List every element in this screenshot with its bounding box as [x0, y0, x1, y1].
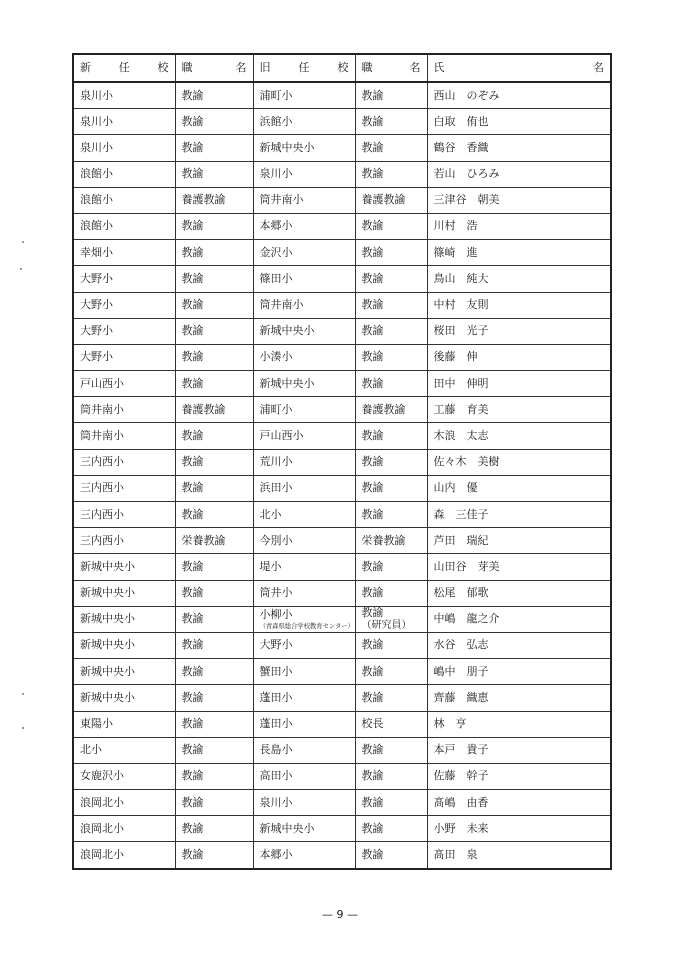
old-title-cell: 教諭 — [355, 135, 427, 161]
old-school-cell: 今別小 — [253, 528, 355, 554]
name-cell: 後藤 伸 — [427, 344, 611, 370]
new-school-cell: 北小 — [73, 737, 175, 763]
header-new-title — [175, 54, 253, 82]
table-row — [73, 187, 611, 213]
new-school-cell: 大野小 — [73, 344, 175, 370]
new-school-cell: 泉川小 — [73, 82, 175, 109]
header-char: 任 — [298, 60, 310, 74]
table-row — [73, 790, 611, 816]
old-school-cell: 泉川小 — [253, 161, 355, 187]
table-row — [73, 763, 611, 789]
name-cell: 齊藤 織恵 — [427, 685, 611, 711]
new-school-cell: 大野小 — [73, 266, 175, 292]
old-title-cell: 教諭 — [355, 475, 427, 501]
personnel-transfer-table — [72, 53, 612, 870]
old-title-cell: 教諭 — [355, 371, 427, 397]
new-school-cell: 浪館小 — [73, 161, 175, 187]
new-school-cell: 新城中央小 — [73, 685, 175, 711]
old-school-cell: 筒井小 — [253, 580, 355, 606]
header-char: 旧 — [259, 60, 271, 74]
new-school-cell: 大野小 — [73, 292, 175, 318]
new-school-cell: 東陽小 — [73, 711, 175, 737]
name-cell: 中村 友則 — [427, 292, 611, 318]
name-cell: 若山 ひろみ — [427, 161, 611, 187]
table-row — [73, 397, 611, 423]
name-cell: 小野 未来 — [427, 816, 611, 842]
old-title-cell: 教諭 — [355, 292, 427, 318]
name-cell: 山田谷 芽美 — [427, 554, 611, 580]
new-title-cell: 教諭 — [175, 318, 253, 344]
old-school-cell: 新城中央小 — [253, 371, 355, 397]
table-row — [73, 685, 611, 711]
scan-speck — [22, 727, 24, 729]
new-school-cell: 浪館小 — [73, 187, 175, 213]
old-school-cell: 小湊小 — [253, 344, 355, 370]
old-school-cell — [253, 606, 355, 632]
name-cell: 嶋中 朋子 — [427, 659, 611, 685]
name-cell: 田中 伸明 — [427, 371, 611, 397]
new-school-cell: 三内西小 — [73, 475, 175, 501]
old-school-cell: 大野小 — [253, 632, 355, 658]
name-cell: 鶴谷 香織 — [427, 135, 611, 161]
header-old-school — [253, 54, 355, 82]
new-school-cell: 新城中央小 — [73, 580, 175, 606]
old-school-cell-main: 小柳小 — [259, 607, 293, 621]
new-title-cell: 教諭 — [175, 763, 253, 789]
new-title-cell: 教諭 — [175, 632, 253, 658]
table-row — [73, 109, 611, 135]
new-school-cell: 三内西小 — [73, 449, 175, 475]
new-title-cell: 教諭 — [175, 842, 253, 869]
old-title-cell: 教諭 — [355, 213, 427, 239]
name-cell: 芦田 瑞紀 — [427, 528, 611, 554]
old-school-cell: 浦町小 — [253, 397, 355, 423]
new-title-cell: 教諭 — [175, 659, 253, 685]
table-row — [73, 266, 611, 292]
name-cell: 佐藤 幹子 — [427, 763, 611, 789]
header-char: 職 — [181, 60, 193, 74]
new-title-cell: 栄養教諭 — [175, 528, 253, 554]
old-school-cell: 新城中央小 — [253, 318, 355, 344]
table-row — [73, 161, 611, 187]
new-school-cell: 三内西小 — [73, 528, 175, 554]
old-school-cell: 戸山西小 — [253, 423, 355, 449]
old-title-cell: 教諭 — [355, 763, 427, 789]
table-row — [73, 213, 611, 239]
new-title-cell: 教諭 — [175, 423, 253, 449]
old-school-cell: 荒川小 — [253, 449, 355, 475]
old-title-cell: 教諭 — [355, 685, 427, 711]
header-new-school — [73, 54, 175, 82]
table-row — [73, 82, 611, 109]
table-row — [73, 240, 611, 266]
new-title-cell: 養護教諭 — [175, 187, 253, 213]
old-title-cell-note: （研究員） — [361, 620, 412, 632]
table-row — [73, 580, 611, 606]
old-school-cell: 金沢小 — [253, 240, 355, 266]
old-title-cell: 校長 — [355, 711, 427, 737]
header-char: 名 — [409, 60, 421, 74]
new-title-cell: 教諭 — [175, 135, 253, 161]
name-cell: 桜田 光子 — [427, 318, 611, 344]
old-title-cell: 教諭 — [355, 816, 427, 842]
old-title-cell: 養護教諭 — [355, 187, 427, 213]
new-school-cell: 戸山西小 — [73, 371, 175, 397]
table-header-row — [73, 54, 611, 82]
old-title-cell: 教諭 — [355, 82, 427, 109]
new-title-cell: 教諭 — [175, 502, 253, 528]
new-school-cell: 幸畑小 — [73, 240, 175, 266]
header-old-title — [355, 54, 427, 82]
old-school-cell: 新城中央小 — [253, 816, 355, 842]
old-school-cell: 新城中央小 — [253, 135, 355, 161]
old-title-cell: 教諭 — [355, 502, 427, 528]
table-row — [73, 475, 611, 501]
old-school-cell: 本郷小 — [253, 842, 355, 869]
table-body — [73, 82, 611, 869]
new-title-cell: 教諭 — [175, 213, 253, 239]
name-cell: 森 三佳子 — [427, 502, 611, 528]
name-cell: 白取 侑也 — [427, 109, 611, 135]
old-school-cell: 浦町小 — [253, 82, 355, 109]
new-title-cell: 教諭 — [175, 790, 253, 816]
header-char: 職 — [361, 60, 373, 74]
new-school-cell: 浪岡北小 — [73, 790, 175, 816]
new-title-cell: 養護教諭 — [175, 397, 253, 423]
new-school-cell: 筒井南小 — [73, 397, 175, 423]
header-char: 新 — [80, 60, 91, 74]
new-title-cell: 教諭 — [175, 292, 253, 318]
table-row — [73, 135, 611, 161]
old-school-cell: 蟹田小 — [253, 659, 355, 685]
new-title-cell: 教諭 — [175, 371, 253, 397]
header-name — [427, 54, 611, 82]
table-row — [73, 659, 611, 685]
name-cell: 水谷 弘志 — [427, 632, 611, 658]
name-cell: 鳥山 純大 — [427, 266, 611, 292]
old-title-cell: 教諭 — [355, 659, 427, 685]
old-school-cell: 蓬田小 — [253, 685, 355, 711]
table-row — [73, 528, 611, 554]
new-school-cell: 泉川小 — [73, 135, 175, 161]
old-title-cell: 教諭 — [355, 632, 427, 658]
old-title-cell: 教諭 — [355, 554, 427, 580]
table-row — [73, 371, 611, 397]
name-cell: 篠崎 進 — [427, 240, 611, 266]
table-row — [73, 711, 611, 737]
header-char: 名 — [235, 60, 247, 74]
name-cell: 松尾 郁歌 — [427, 580, 611, 606]
name-cell: 髙嶋 由香 — [427, 790, 611, 816]
new-title-cell: 教諭 — [175, 606, 253, 632]
new-title-cell: 教諭 — [175, 344, 253, 370]
header-char: 校 — [337, 60, 349, 74]
table-row — [73, 632, 611, 658]
old-school-cell: 筒井南小 — [253, 292, 355, 318]
old-school-cell: 高田小 — [253, 763, 355, 789]
name-cell: 佐々木 美樹 — [427, 449, 611, 475]
header-char: 任 — [118, 60, 130, 74]
new-school-cell: 三内西小 — [73, 502, 175, 528]
header-char: 名 — [593, 60, 604, 74]
new-title-cell: 教諭 — [175, 240, 253, 266]
name-cell: 中嶋 龍之介 — [427, 606, 611, 632]
header-char: 氏 — [433, 60, 445, 74]
new-school-cell: 新城中央小 — [73, 554, 175, 580]
new-title-cell: 教諭 — [175, 685, 253, 711]
table-row — [73, 737, 611, 763]
name-cell: 西山 のぞみ — [427, 82, 611, 109]
old-title-cell: 教諭 — [355, 318, 427, 344]
scan-speck — [20, 268, 22, 270]
scan-speck — [22, 241, 24, 243]
old-title-cell: 教諭 — [355, 790, 427, 816]
table-row — [73, 554, 611, 580]
name-cell: 髙田 泉 — [427, 842, 611, 869]
old-school-cell: 蓬田小 — [253, 711, 355, 737]
page-number: — 9 — — [322, 908, 358, 921]
table-row — [73, 816, 611, 842]
name-cell: 工藤 育美 — [427, 397, 611, 423]
new-school-cell: 新城中央小 — [73, 632, 175, 658]
old-title-cell: 教諭 — [355, 737, 427, 763]
old-school-cell: 長島小 — [253, 737, 355, 763]
old-school-cell-note: （青森県総合学校教育センター） — [259, 621, 354, 630]
name-cell: 木浪 太志 — [427, 423, 611, 449]
new-school-cell: 女鹿沢小 — [73, 763, 175, 789]
old-school-cell: 堤小 — [253, 554, 355, 580]
header-char: 校 — [157, 60, 169, 74]
new-title-cell: 教諭 — [175, 554, 253, 580]
name-cell: 三津谷 朝美 — [427, 187, 611, 213]
name-cell: 山内 優 — [427, 475, 611, 501]
old-title-cell: 教諭 — [355, 109, 427, 135]
new-title-cell: 教諭 — [175, 580, 253, 606]
old-school-cell: 北小 — [253, 502, 355, 528]
new-title-cell: 教諭 — [175, 816, 253, 842]
old-title-cell: 栄養教諭 — [355, 528, 427, 554]
table-row — [73, 423, 611, 449]
table-row — [73, 292, 611, 318]
new-school-cell: 浪館小 — [73, 213, 175, 239]
old-title-cell: 教諭 — [355, 161, 427, 187]
new-title-cell: 教諭 — [175, 82, 253, 109]
old-title-cell: 養護教諭 — [355, 397, 427, 423]
new-title-cell: 教諭 — [175, 449, 253, 475]
new-school-cell: 新城中央小 — [73, 659, 175, 685]
old-school-cell: 筒井南小 — [253, 187, 355, 213]
old-title-cell: 教諭 — [355, 449, 427, 475]
table-row — [73, 318, 611, 344]
new-school-cell: 大野小 — [73, 318, 175, 344]
scan-speck — [22, 693, 24, 695]
old-title-cell: 教諭 — [355, 344, 427, 370]
old-school-cell: 篠田小 — [253, 266, 355, 292]
new-school-cell: 泉川小 — [73, 109, 175, 135]
old-school-cell: 浜館小 — [253, 109, 355, 135]
new-title-cell: 教諭 — [175, 109, 253, 135]
new-school-cell: 筒井南小 — [73, 423, 175, 449]
name-cell: 林 亨 — [427, 711, 611, 737]
table-row — [73, 842, 611, 869]
table-row — [73, 502, 611, 528]
new-school-cell: 浪岡北小 — [73, 842, 175, 869]
new-title-cell: 教諭 — [175, 161, 253, 187]
table-row — [73, 344, 611, 370]
old-title-cell: 教諭 — [355, 842, 427, 869]
table-row — [73, 606, 611, 632]
new-title-cell: 教諭 — [175, 266, 253, 292]
name-cell: 本戸 貴子 — [427, 737, 611, 763]
old-title-cell: 教諭 — [355, 266, 427, 292]
old-school-cell: 本郷小 — [253, 213, 355, 239]
new-school-cell: 浪岡北小 — [73, 816, 175, 842]
table-row — [73, 449, 611, 475]
old-school-cell: 泉川小 — [253, 790, 355, 816]
name-cell: 川村 浩 — [427, 213, 611, 239]
old-title-cell: 教諭 — [355, 580, 427, 606]
old-title-cell: 教諭 — [355, 423, 427, 449]
new-title-cell: 教諭 — [175, 711, 253, 737]
old-school-cell: 浜田小 — [253, 475, 355, 501]
new-title-cell: 教諭 — [175, 737, 253, 763]
new-school-cell: 新城中央小 — [73, 606, 175, 632]
old-title-cell-main: 教諭 — [361, 606, 384, 620]
new-title-cell: 教諭 — [175, 475, 253, 501]
old-title-cell — [355, 606, 427, 632]
old-title-cell: 教諭 — [355, 240, 427, 266]
